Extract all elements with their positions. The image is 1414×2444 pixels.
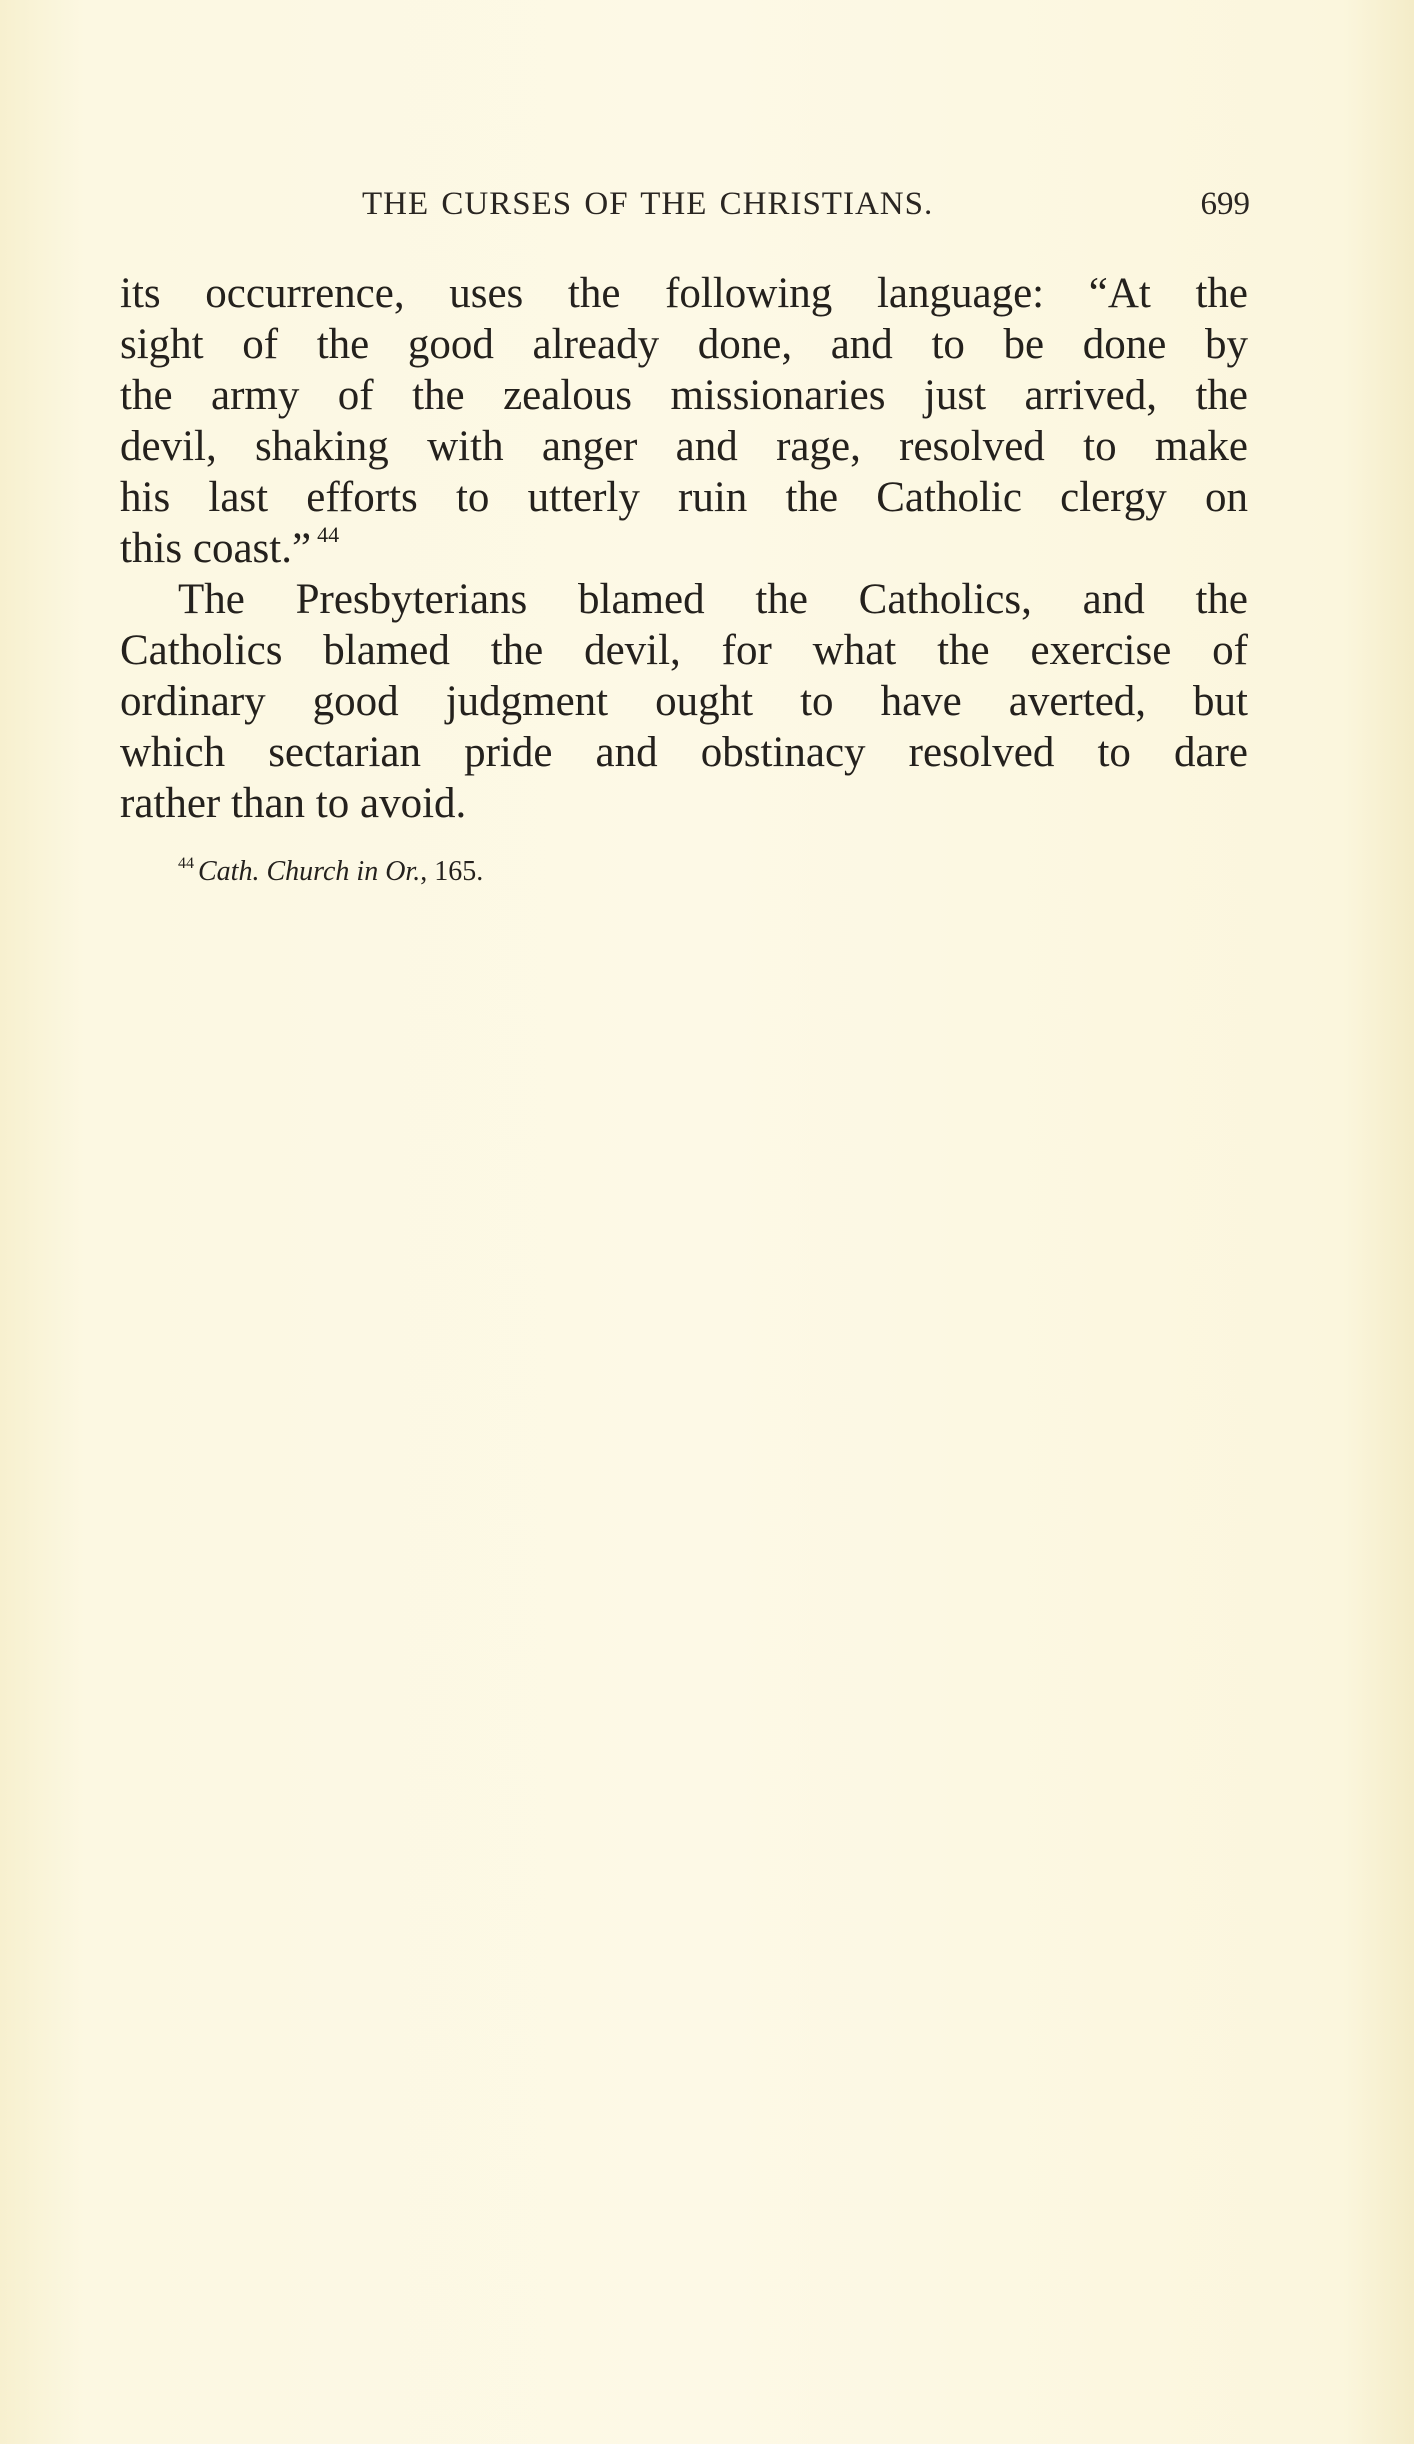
body-line: rather than to avoid. bbox=[120, 780, 467, 827]
footnote-citation-page: , 165. bbox=[420, 856, 484, 887]
page-number: 699 bbox=[1200, 186, 1250, 222]
body-line: which sectarian pride and obstinacy resolved to dare bbox=[120, 729, 1248, 776]
body-line: his last efforts to utterly ruin the Catholic clergy on bbox=[120, 474, 1248, 521]
body-line: its occurrence, uses the following language: “At the bbox=[120, 270, 1248, 317]
footnote bbox=[178, 856, 483, 888]
footnote-number: 44 bbox=[178, 855, 194, 872]
body-line: the army of the zealous missionaries just arrived, the bbox=[120, 372, 1248, 419]
body-line: sight of the good already done, and to be done by bbox=[120, 321, 1248, 368]
body-line: Catholics blamed the devil, for what the exercise of bbox=[120, 627, 1248, 674]
paragraph-first-line: The Presbyterians blamed the Catholics, and the bbox=[178, 576, 1248, 623]
body-line-with-footnote bbox=[120, 523, 1248, 574]
running-head bbox=[120, 186, 1250, 234]
body-text bbox=[120, 268, 1248, 829]
body-line-text: this coast.” bbox=[120, 525, 312, 572]
footnote-reference: 44 bbox=[317, 522, 340, 547]
body-line: ordinary good judgment ought to have averted, but bbox=[120, 678, 1248, 725]
running-title: THE CURSES OF THE CHRISTIANS. bbox=[362, 186, 934, 222]
footnote-citation-title: Cath. Church in Or. bbox=[198, 856, 421, 887]
body-line: devil, shaking with anger and rage, resolved to make bbox=[120, 423, 1248, 470]
